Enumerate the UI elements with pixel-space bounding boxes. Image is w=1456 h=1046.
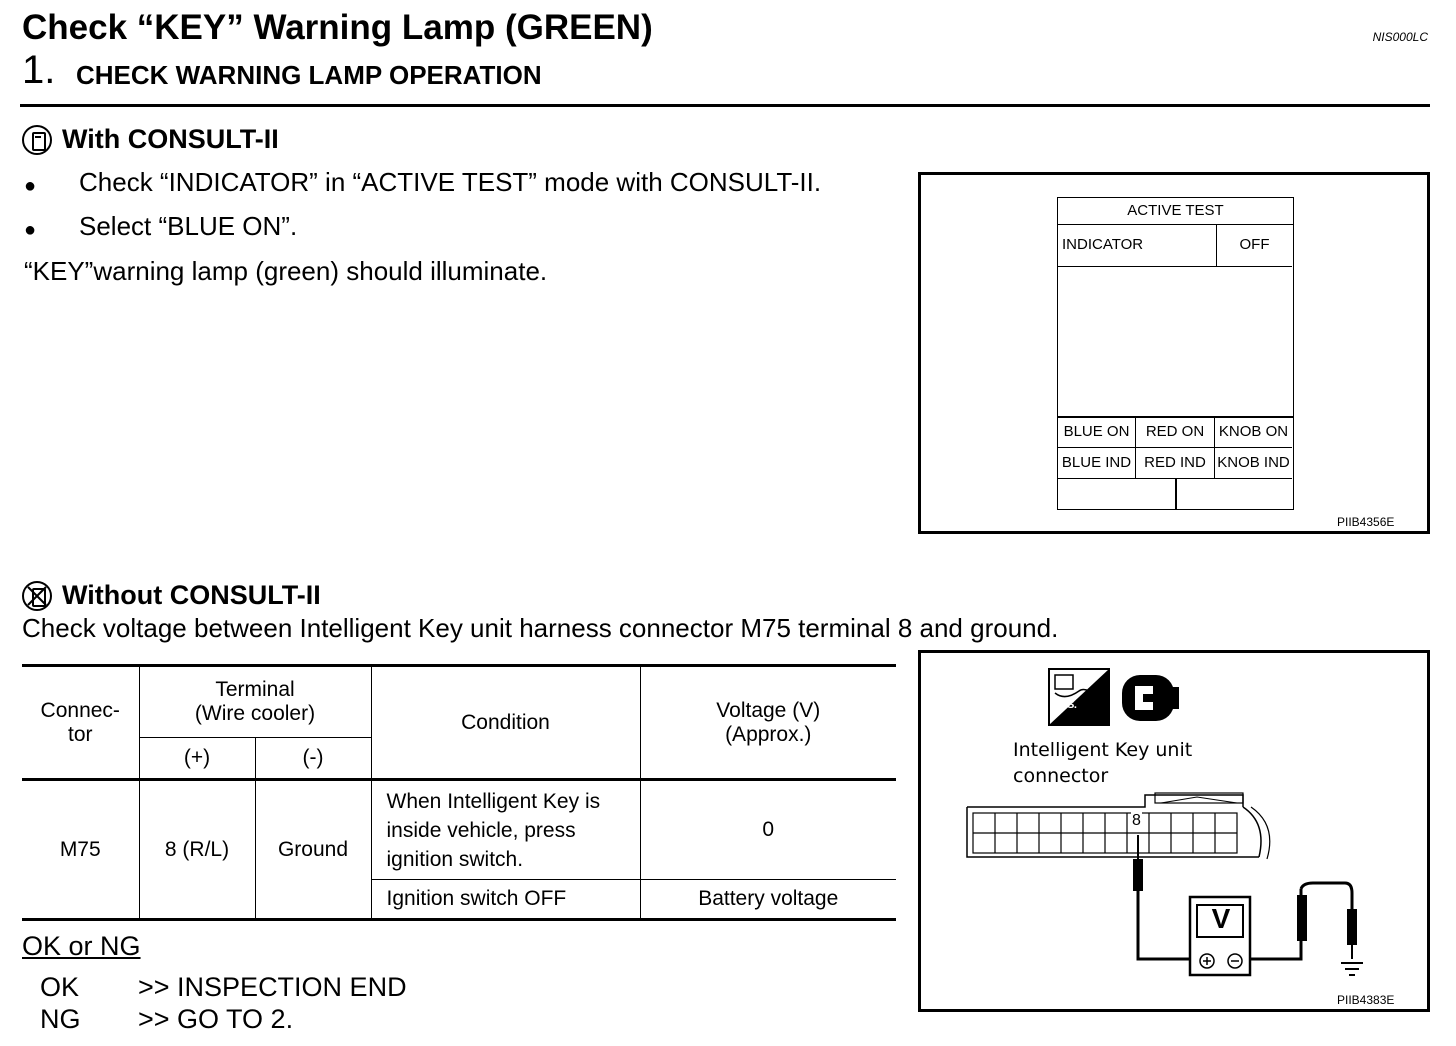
consult-bullet-list — [24, 166, 904, 287]
without-consult-instruction: Check voltage between Intelligent Key unit harness connector M75 terminal 8 and ground. — [22, 613, 1059, 643]
with-consult-heading: With CONSULT-II — [22, 124, 279, 155]
cell-connector: M75 — [22, 780, 139, 920]
voltage-table — [22, 664, 896, 921]
red-on-button[interactable]: RED ON — [1136, 417, 1215, 448]
header-divider — [20, 104, 1430, 107]
connector-diagram — [921, 653, 1427, 1009]
meter-symbol: V — [1211, 903, 1231, 934]
connector-body — [967, 793, 1270, 859]
cell-voltage: Battery voltage — [640, 880, 896, 920]
blue-on-button[interactable]: BLUE ON — [1058, 417, 1136, 448]
ok-ng-label: OK or NG — [22, 931, 141, 961]
knob-ind-button[interactable]: KNOB IND — [1215, 448, 1292, 479]
blue-ind-button[interactable]: BLUE IND — [1058, 448, 1136, 479]
indicator-value: OFF — [1217, 225, 1292, 267]
consult-screen — [1057, 197, 1294, 510]
list-item: ● Select “BLUE ON”. — [24, 210, 904, 246]
header-connector: Connec- tor — [22, 666, 139, 780]
active-test-figure — [918, 172, 1430, 534]
cell-condition: Ignition switch OFF — [371, 880, 640, 920]
ok-action[interactable]: >> INSPECTION END — [138, 972, 407, 1002]
header-condition: Condition — [371, 666, 640, 780]
figure-code: PIIB4356E — [1337, 515, 1395, 529]
no-consult-icon — [22, 581, 52, 611]
knob-on-button[interactable]: KNOB ON — [1215, 417, 1292, 448]
indicator-label: INDICATOR — [1058, 225, 1217, 267]
consult-icon — [22, 125, 52, 155]
list-item: ● Check “INDICATOR” in “ACTIVE TEST” mode with CONSULT-II. — [24, 166, 904, 202]
cell-voltage: 0 — [640, 780, 896, 880]
ng-action[interactable]: >> GO TO 2. — [138, 1004, 294, 1034]
page-title: Check “KEY” Warning Lamp (GREEN) — [22, 8, 653, 47]
step-number: 1. — [22, 48, 56, 92]
figure-code: PIIB4383E — [1337, 993, 1395, 1007]
connector-plug-icon — [1122, 675, 1179, 721]
doc-code: NIS000LC — [1372, 30, 1428, 44]
step-title: CHECK WARNING LAMP OPERATION — [76, 60, 542, 90]
cell-condition: When Intelligent Key is inside vehicle, press ignition switch. — [371, 780, 640, 880]
terminal-number: 8 — [1132, 812, 1141, 829]
hs-label: H.S. — [1057, 699, 1077, 711]
cell-minus: Ground — [255, 780, 371, 920]
without-consult-heading: Without CONSULT-II — [22, 580, 321, 611]
cell-plus: 8 (R/L) — [139, 780, 255, 920]
header-voltage: Voltage (V) (Approx.) — [640, 666, 896, 780]
bullet-icon: ● — [24, 175, 37, 197]
ok-label: OK — [40, 972, 80, 1002]
header-minus: (-) — [255, 738, 371, 780]
ground-icon — [1341, 963, 1363, 975]
consult-result-text: “KEY”warning lamp (green) should illuminate. — [24, 256, 548, 286]
connector-label: Intelligent Key unit connector — [1013, 739, 1193, 787]
ng-label: NG — [40, 1004, 81, 1034]
table-row — [22, 780, 896, 880]
header-terminal: Terminal (Wire cooler) — [139, 666, 371, 738]
red-ind-button[interactable]: RED IND — [1136, 448, 1215, 479]
header-plus: (+) — [139, 738, 255, 780]
screen-title: ACTIVE TEST — [1058, 198, 1293, 225]
screen-bottom-divider — [1175, 479, 1177, 509]
connector-figure — [918, 650, 1430, 1012]
bullet-icon: ● — [24, 219, 37, 241]
